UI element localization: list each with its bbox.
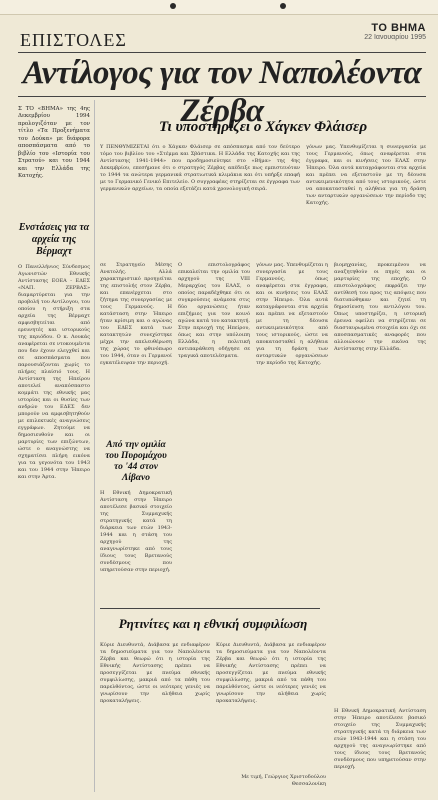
intro-column [18, 100, 90, 220]
divider [100, 608, 320, 609]
perforated-edge [0, 0, 438, 15]
masthead [364, 22, 426, 41]
punch-hole [170, 3, 176, 9]
sidebar-column [18, 264, 90, 792]
article-5 [334, 262, 426, 702]
main-headline: Αντίλογος για τον Ναπολέοντα Ζέρβα [22, 55, 422, 129]
subhead-2: Από την ομιλία του Πυρομάχου το '44 στον Λίβανο [105, 440, 167, 483]
article-1 [100, 144, 300, 254]
article-4b-text: γόνων μας. Υπενθυμίζεται η συνεργασία με τους Γερμανούς, όπως αναφέρεται στα έγγραφα, και οι κινήσεις του ΕΛΑΣ στην Ήπειρο. Όλα αυτά καταγράφονται στα αρχεία και πρέπει να εξεταστούν με τη δέουσα αντικειμενικότητα από τους ιστορικούς, ώστε να αποκατασταθεί η αλήθεια για τη δράση των ανταρτικών οργανώσεων την περίοδο της Κατοχής. [256, 262, 328, 366]
sidebar-title: Ενστάσεις για τα αρχεία της Βέρμαχτ [18, 222, 90, 257]
column-divider [94, 100, 95, 792]
article-2b-text: Η Εθνική Δημοκρατική Αντίσταση στην Ήπειρο αποτέλεσε βασικό στοιχείο της Συμμαχικής στρατηγικής κατά τη διάρκεια των ετών 1943-1944 και η στάση του αρχηγού της αναγνωρίστηκε από τους ίδιους τους Βρετανούς συνδέσμους που υπηρετούσαν στην περιοχή. [100, 490, 172, 573]
subhead-3: Ρητινίτες και η εθνική συμφιλίωση [118, 616, 308, 631]
article-5b-text: Η Εθνική Δημοκρατική Αντίσταση στην Ήπειρο αποτέλεσε βασικό στοιχείο της Συμμαχικής στρατηγικής κατά τη διάρκεια των ετών 1943-1944 και η στάση του αρχηγού της αναγνωρίστηκε από τους ίδιους τους Βρετανούς συνδέσμους που υπηρετούσαν στην περιοχή. [334, 708, 426, 770]
divider [18, 52, 426, 53]
issue-date: 22 Ιανουαρίου 1995 [364, 34, 426, 41]
article-2 [100, 262, 172, 438]
article-4b [256, 262, 328, 602]
signature: Με τιμή, Γεώργιος Χριστοδούλου Θεσσαλονίκη [241, 774, 326, 787]
subhead-2-box [100, 440, 172, 488]
subhead-3-box [100, 616, 326, 636]
sidebar-text: Ο Πανελλήνιος Σύνδεσμος Αγωνιστών Εθνικής Αντίστασης ΕΟΕΑ - ΕΔΕΣ «ΝΑΠ. ΖΕΡΒΑΣ» διαμαρτύρεται για την προβολή του Αντίλογου, του οποίου η στήριξη στα αρχεία της Βέρμαχτ αμφισβητείται από ερευνητές και ιστορικούς της περιόδου. Ο κ. Λουκάς αναφέρεται σε ντοκουμέντα που δεν έχουν ελεγχθεί και σε αποσπάσματα που παρουσιάζονται χωρίς το πλήρες πλαίσιό τους. Η Αντίσταση της Ηπείρου αποτελεί αναπόσπαστο κομμάτι της εθνικής μας ιστορίας και οι θυσίες των ανδρών του ΕΔΕΣ δεν μπορούν να αμφισβητηθούν με επιλεκτικές αναγνώσεις εγγράφων. Ζητούμε να δημοσιευθούν και οι μαρτυρίες των επιζώντων, ώστε ο αναγνώστης να σχηματίσει πλήρη εικόνα για τα γεγονότα του 1943 και του 1944 στην Ήπειρο και στην Άρτα. [18, 264, 90, 480]
intro-text: Σ ΤΟ «ΒΗΜΑ» της 4ης Δεκεμβρίου 1994 προλογιζόταν με τον τίτλο «Τα Προξενήματα του Δούκα» με διάφορα αποσπάσματα από το βιβλίο του «Ιστορία του Στρατού» και του 1944 και την Ελλάδα της Κατοχής. [18, 105, 90, 179]
newspaper-name: ΤΟ ΒΗΜΑ [371, 22, 426, 34]
article-5b [334, 708, 426, 792]
article-2-text: σε Στρατηγείο Μέσης Ανατολής. Αλλά χαρακτηριστικό προηγείται της επιστολής στον Ζέρβα, και επανέρχεται στο ζήτημα της συνεργασίας με τους Γερμανούς. Η κατάσταση στην Ήπειρο ήταν κρίσιμη και ο αγώνας του ΕΔΕΣ κατά των κατακτητών συνεχίστηκε μέχρι την απελευθέρωση της χώρας το φθινόπωρο του 1944, όταν οι Γερμανοί εγκατέλειψαν την περιοχή. [100, 262, 172, 366]
article-4-text: γόνων μας. Υπενθυμίζεται η συνεργασία με τους Γερμανούς, όπως αναφέρεται στα έγγραφα, και οι κινήσεις του ΕΛΑΣ στην Ήπειρο. Όλα αυτά καταγράφονται στα αρχεία και πρέπει να εξεταστούν με τη δέουσα αντικειμενικότητα από τους ιστορικούς, ώστε να αποκατασταθεί η αλήθεια για τη δράση των ανταρτικών οργανώσεων την περίοδο της Κατοχής. [306, 144, 426, 206]
article-6b-text: Κύριε Διευθυντά, Διάβασα με ενδιαφέρον τα δημοσιεύματα για τον Ναπολέοντα Ζέρβα και θεωρώ ότι η ιστορία της Εθνικής Αντίστασης πρέπει να προσεγγίζεται με πνεύμα εθνικής συμφιλίωσης, μακριά από τα πάθη του παρελθόντος, ώστε οι νεότερες γενιές να γνωρίσουν την αλήθεια χωρίς προκαταλήψεις. [216, 642, 326, 704]
article-3 [178, 262, 250, 602]
article-6 [100, 642, 210, 772]
article-2b [100, 490, 172, 602]
divider [18, 96, 426, 97]
article-6-text: Κύριε Διευθυντά, Διάβασα με ενδιαφέρον τα δημοσιεύματα για τον Ναπολέοντα Ζέρβα και θεωρώ ότι η ιστορία της Εθνικής Αντίστασης πρέπει να προσεγγίζεται με πνεύμα εθνικής συμφιλίωσης, μακριά από τα πάθη του παρελθόντος, ώστε οι νεότερες γενιές να γνωρίσουν την αλήθεια χωρίς προκαταλήψεις. [100, 642, 210, 704]
article-4 [306, 144, 426, 254]
article-3-text: Ο επιστολογράφος επικαλείται την ομιλία του αρχηγού της VIII Μεραρχίας του ΕΛΑΣ, ο οποίος παραδέχθηκε ότι οι συγκρούσεις ανάμεσα στις δύο οργανώσεις ήταν επιζήμιες για τον κοινό αγώνα κατά του κατακτητή. Στην περιοχή της Ηπείρου, όπως και στην υπόλοιπη Ελλάδα, η πολιτική αντιπαράθεση οδήγησε σε τραγικά αποτελέσματα. [178, 262, 250, 359]
sidebar-header [18, 222, 90, 262]
signature-box [216, 774, 326, 794]
subhead-1-box [100, 118, 426, 138]
punch-hole [280, 3, 286, 9]
section-title: ΕΠΙΣΤΟΛΕΣ [20, 30, 127, 50]
article-5-text: βιομηχανίας, προκειμένου να αναζητηθούν οι πηγές και οι μαρτυρίες της εποχής. Ο επιστολογράφος εκφράζει την αντίθεσή του προς τις απόψεις που διατυπώθηκαν και ζητεί τη δημοσίευση του αντιλόγου του. Όπως υποστηρίζει, η ιστορική έρευνα οφείλει να στηρίζεται σε διασταυρωμένα στοιχεία και όχι σε αποσπασματικές αναφορές που αλλοιώνουν την εικόνα της Αντίστασης στην Ελλάδα. [334, 262, 426, 352]
article-1-text: Υ ΠΕΝΘΥΜΙΖΕΤΑΙ ότι ο Χάγκεν Φλάισερ σε απόσπασμα από τον δεύτερο τόμο του βιβλίου του «Στέμμα και Σβάστικα. Η Ελλάδα της Κατοχής και της Αντίστασης 1941-1944» που προδημοσιεύτηκε στο «Βήμα» της 4ης Δεκεμβρίου, επεσήμανε ότι ο στρατηγός Ζέρβας απέδειξε πως εμπιστευόταν το 1944 τα ανώτερα γερμανικά στρατιωτικά κλιμάκια και ότι υπήρξε επαφή με το Γερμανικό Γενικό Επιτελείο. Ο συγγραφέας στηρίζεται σε έγγραφα των γερμανικών αρχείων, τα οποία εξετάζει κατά χρονολογική σειρά. [100, 144, 300, 192]
subhead-1: Τι υποστηρίζει ο Χάγκεν Φλάισερ [158, 119, 368, 135]
article-6b [216, 642, 326, 772]
